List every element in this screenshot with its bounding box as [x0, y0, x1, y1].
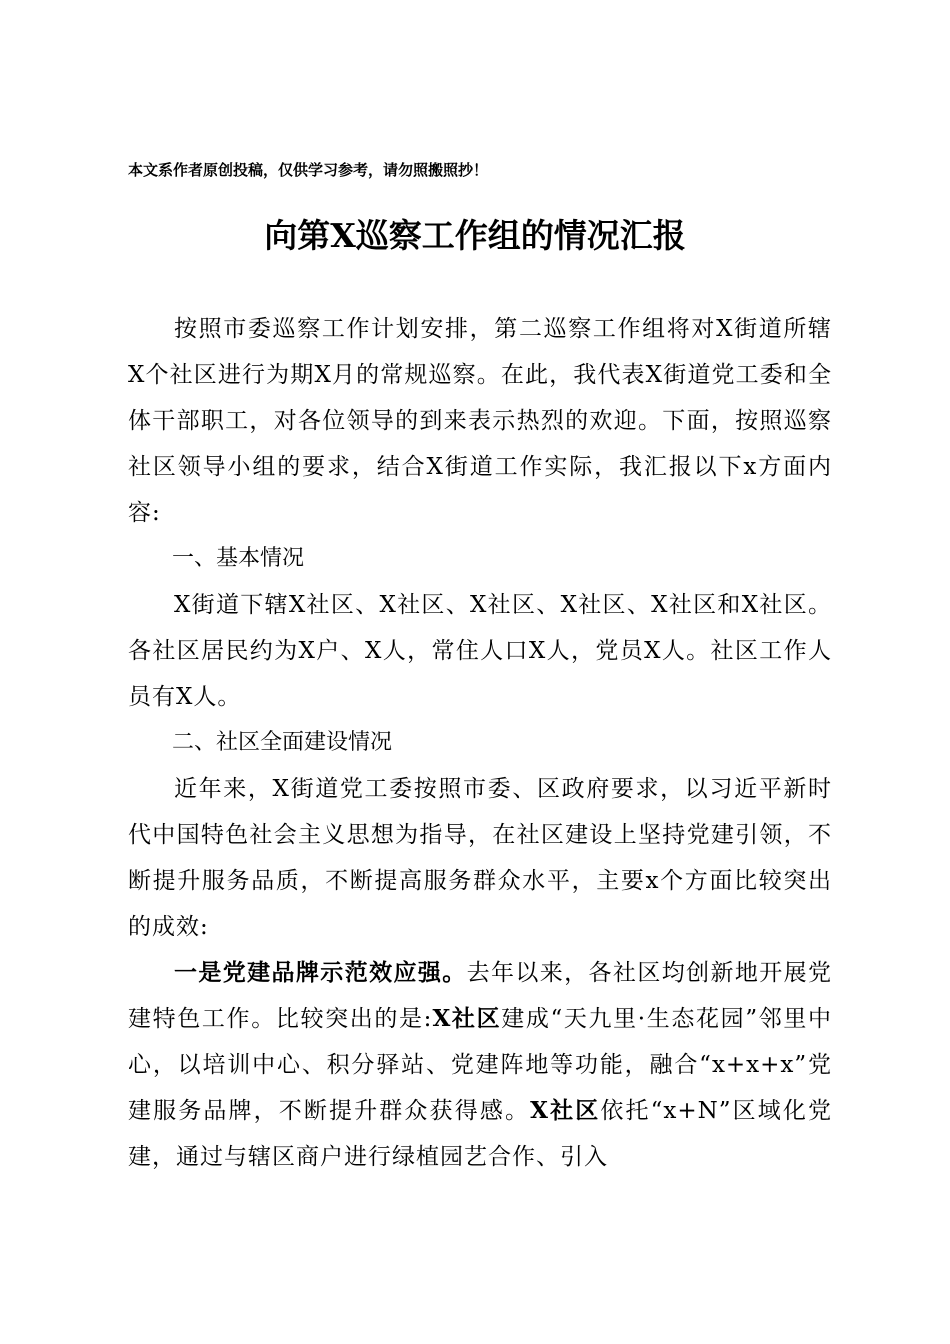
community-name-a: X社区 — [432, 1005, 502, 1032]
document-body — [128, 306, 832, 1180]
basic-info-paragraph: X街道下辖X社区、X社区、X社区、X社区、X社区和X社区。各社区居民约为X户、X人，常住人口X人，党员X人。社区工作人员有X人。 — [128, 592, 832, 710]
point-text-a: 去年以来，各社区均创新地开展党建特色工作。比较突出的是: — [128, 960, 833, 1032]
point-text-c: 依托“x+N”区域化党建，通过与辖区商户进行绿植园艺合作、引入 — [128, 1098, 833, 1170]
section-heading-basic-info: 一、基本情况 — [172, 546, 305, 571]
point-lead-text: 一是党建品牌示范效应强。 — [174, 959, 467, 986]
copyright-notice: 本文系作者原创投稿，仅供学习参考，请勿照搬照抄！ — [128, 161, 489, 179]
point-text-b: 建成“天九里·生态花园”邻里中心，以培训中心、积分驿站、党建阵地等功能，融合“x+x+x”党建服务品牌，不断提升群众获得感。 — [128, 1006, 832, 1124]
community-name-b: X社区 — [530, 1097, 601, 1124]
document-title: 向第X巡察工作组的情况汇报 — [264, 216, 686, 255]
section-heading-community-construction: 二、社区全面建设情况 — [172, 730, 393, 755]
intro-paragraph: 按照市委巡察工作计划安排，第二巡察工作组将对X街道所辖X个社区进行为期X月的常规巡察。在此，我代表X街道党工委和全体干部职工，对各位领导的到来表示热烈的欢迎。下面，按照巡察社区领导小组的要求，结合X街道工作实际，我汇报以下x方面内容: — [128, 316, 832, 526]
party-brand-paragraph — [128, 950, 832, 1180]
community-construction-paragraph: 近年来，X街道党工委按照市委、区政府要求，以习近平新时代中国特色社会主义思想为指导，在社区建设上坚持党建引领，不断提升服务品质，不断提高服务群众水平，主要x个方面比较突出的成效: — [128, 776, 832, 940]
